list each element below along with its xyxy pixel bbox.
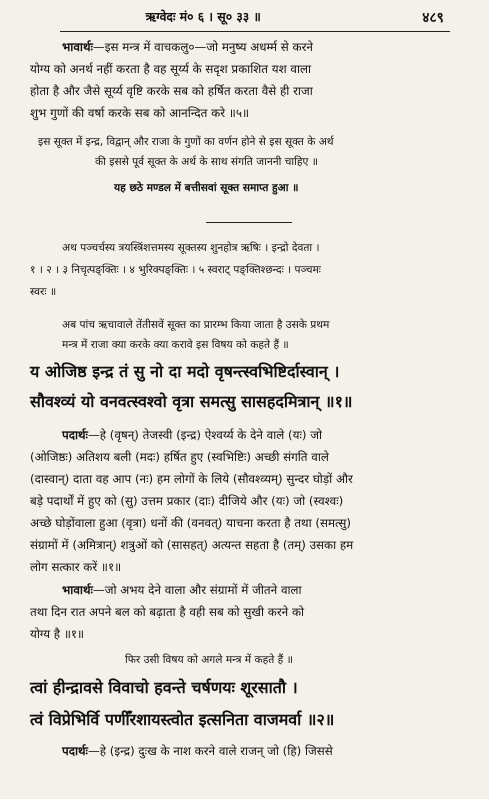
bhavartha-line-1: भावार्थः—इस मन्त्र में वाचकलु०—जो मनुष्य अधर्म्म से करने	[62, 40, 313, 54]
mandala-end-note: यह छठे मण्डल में बत्तीसवां सूक्त समाप्त हुआ ॥	[114, 182, 299, 194]
bhavartha-line-3: होता है और जैसे सूर्य्य वृष्टि करके सब को हर्षित करता वैसे ही राजा	[30, 84, 313, 98]
padartha1-line-3: (दास्वान्) दाता वह आप (नः) हम लोगों के लिये (सौवश्व्यम्) सुन्दर घोड़ों और	[30, 472, 353, 486]
sukta-intro-line-2: १ । २ । ३ निचृत्पङ्क्तिः । ४ भुरिक्पङ्क्तिः । ५ स्वराट् पङ्क्तिश्छन्दः । पञ्चमः	[30, 264, 321, 276]
padartha1-line-6: संग्रामों में (अमित्रान्) शत्रुओं को (सासहत्) अत्यन्त सहता है (तम्) उसका हम	[30, 538, 354, 552]
sukta-intro-line-1: अथ पञ्चर्चस्य त्रयस्त्रिंशत्तमस्य सूक्तस्य शुनहोत्र ऋषिः । इन्द्रो देवता ।	[62, 242, 320, 254]
page-number: ४८९	[422, 10, 444, 26]
padartha-label: पदार्थः	[62, 428, 88, 442]
bhavartha-line-4: शुभ गुणों की वर्षा करके सब को आनन्दित करे ॥५॥	[30, 106, 250, 120]
mantra1-line-2: सौवश्व्यं यो वनवत्स्वश्वो वृत्रा समत्सु सासहदमित्रान् ॥१॥	[30, 392, 353, 411]
padartha1-line-7: लोग सत्कार करें ॥१॥	[30, 560, 122, 574]
sangati-line-2: की इससे पूर्व सूक्त के अर्थ के साथ संगति जाननी चाहिए ॥	[95, 156, 319, 168]
sangati-line-1: इस सूक्त में इन्द्र, विद्वान् और राजा के गुणों का वर्णन होने से इस सूक्त के अर्थ	[38, 136, 334, 148]
padartha1-line-5: अच्छे घोड़ोंवाला हुआ (वृत्रा) धनों की (वनवत्) याचना करता है तथा (समत्सु)	[30, 516, 351, 530]
padartha1-line-1: पदार्थः—हे (वृषन्) तेजस्वी (इन्द्र) ऐश्वर्य्य के देने वाले (यः) जो	[62, 428, 323, 442]
padartha1-line-2: (ओजिष्ठः) अतिशय बली (मदः) हर्षित हुए (स्वभिष्टिः) अच्छी संगति वाले	[30, 450, 329, 464]
bhavartha2-line-3: योग्य है ॥१॥	[30, 627, 85, 641]
header-title: ऋग्वेदः मं० ६ । सू० ३३ ॥	[145, 9, 261, 24]
mantra1-line-1: य ओजिष्ठ इन्द्र तं सु नो दा मदो वृषन्त्स्वभिष्टिर्दास्वान् ।	[30, 362, 340, 381]
bhavartha2-line-1: भावार्थः—जो अभय देने वाला और संग्रामों में जीतने वाला	[62, 583, 302, 597]
bhavartha2-line-2: तथा दिन रात अपने बल को बढ़ाता है वही सब को सुखी करने को	[30, 605, 305, 619]
intro2-line: फिर उसी विषय को अगले मन्त्र में कहते हैं ॥	[125, 654, 294, 666]
section-divider	[206, 222, 292, 223]
padartha2-line-1: पदार्थः—हे (इन्द्र) दुःख के नाश करने वाले राजन् जो (हि) जिससे	[62, 744, 333, 758]
padartha1-line-4: बड़े पदार्थों में हुए को (सु) उत्तम प्रकार (दाः) दीजिये और (यः) जो (स्वश्वः)	[30, 494, 344, 508]
bhavartha2-label: भावार्थः	[62, 583, 93, 597]
padartha2-label: पदार्थः	[62, 744, 88, 758]
intro1-line-1: अब पांच ऋचावाले तेंतीसवें सूक्त का प्रारम्भ किया जाता है उसके प्रथम	[62, 319, 330, 331]
sukta-intro-line-3: स्वरः ॥	[30, 286, 57, 298]
bhavartha-line-2: योग्य को अनर्थ नहीं करता है वह सूर्य्य के सदृश प्रकाशित यश वाला	[30, 62, 312, 76]
intro1-line-2: मन्त्र में राजा क्या करके क्या करावे इस विषय को कहते हैं ॥	[62, 339, 289, 351]
header-rule	[60, 31, 450, 32]
bhavartha-label: भावार्थः	[62, 40, 93, 54]
running-header	[0, 8, 481, 32]
mantra2-line-1: त्वां हीन्द्रावसे विवाचो हवन्ते चर्षणयः शूरसातौ ।	[30, 678, 298, 697]
mantra2-line-2: त्वं विप्रेभिर्वि पणीँरशायस्त्वोत इत्सनिता वाजमर्वा ॥२॥	[30, 710, 335, 729]
